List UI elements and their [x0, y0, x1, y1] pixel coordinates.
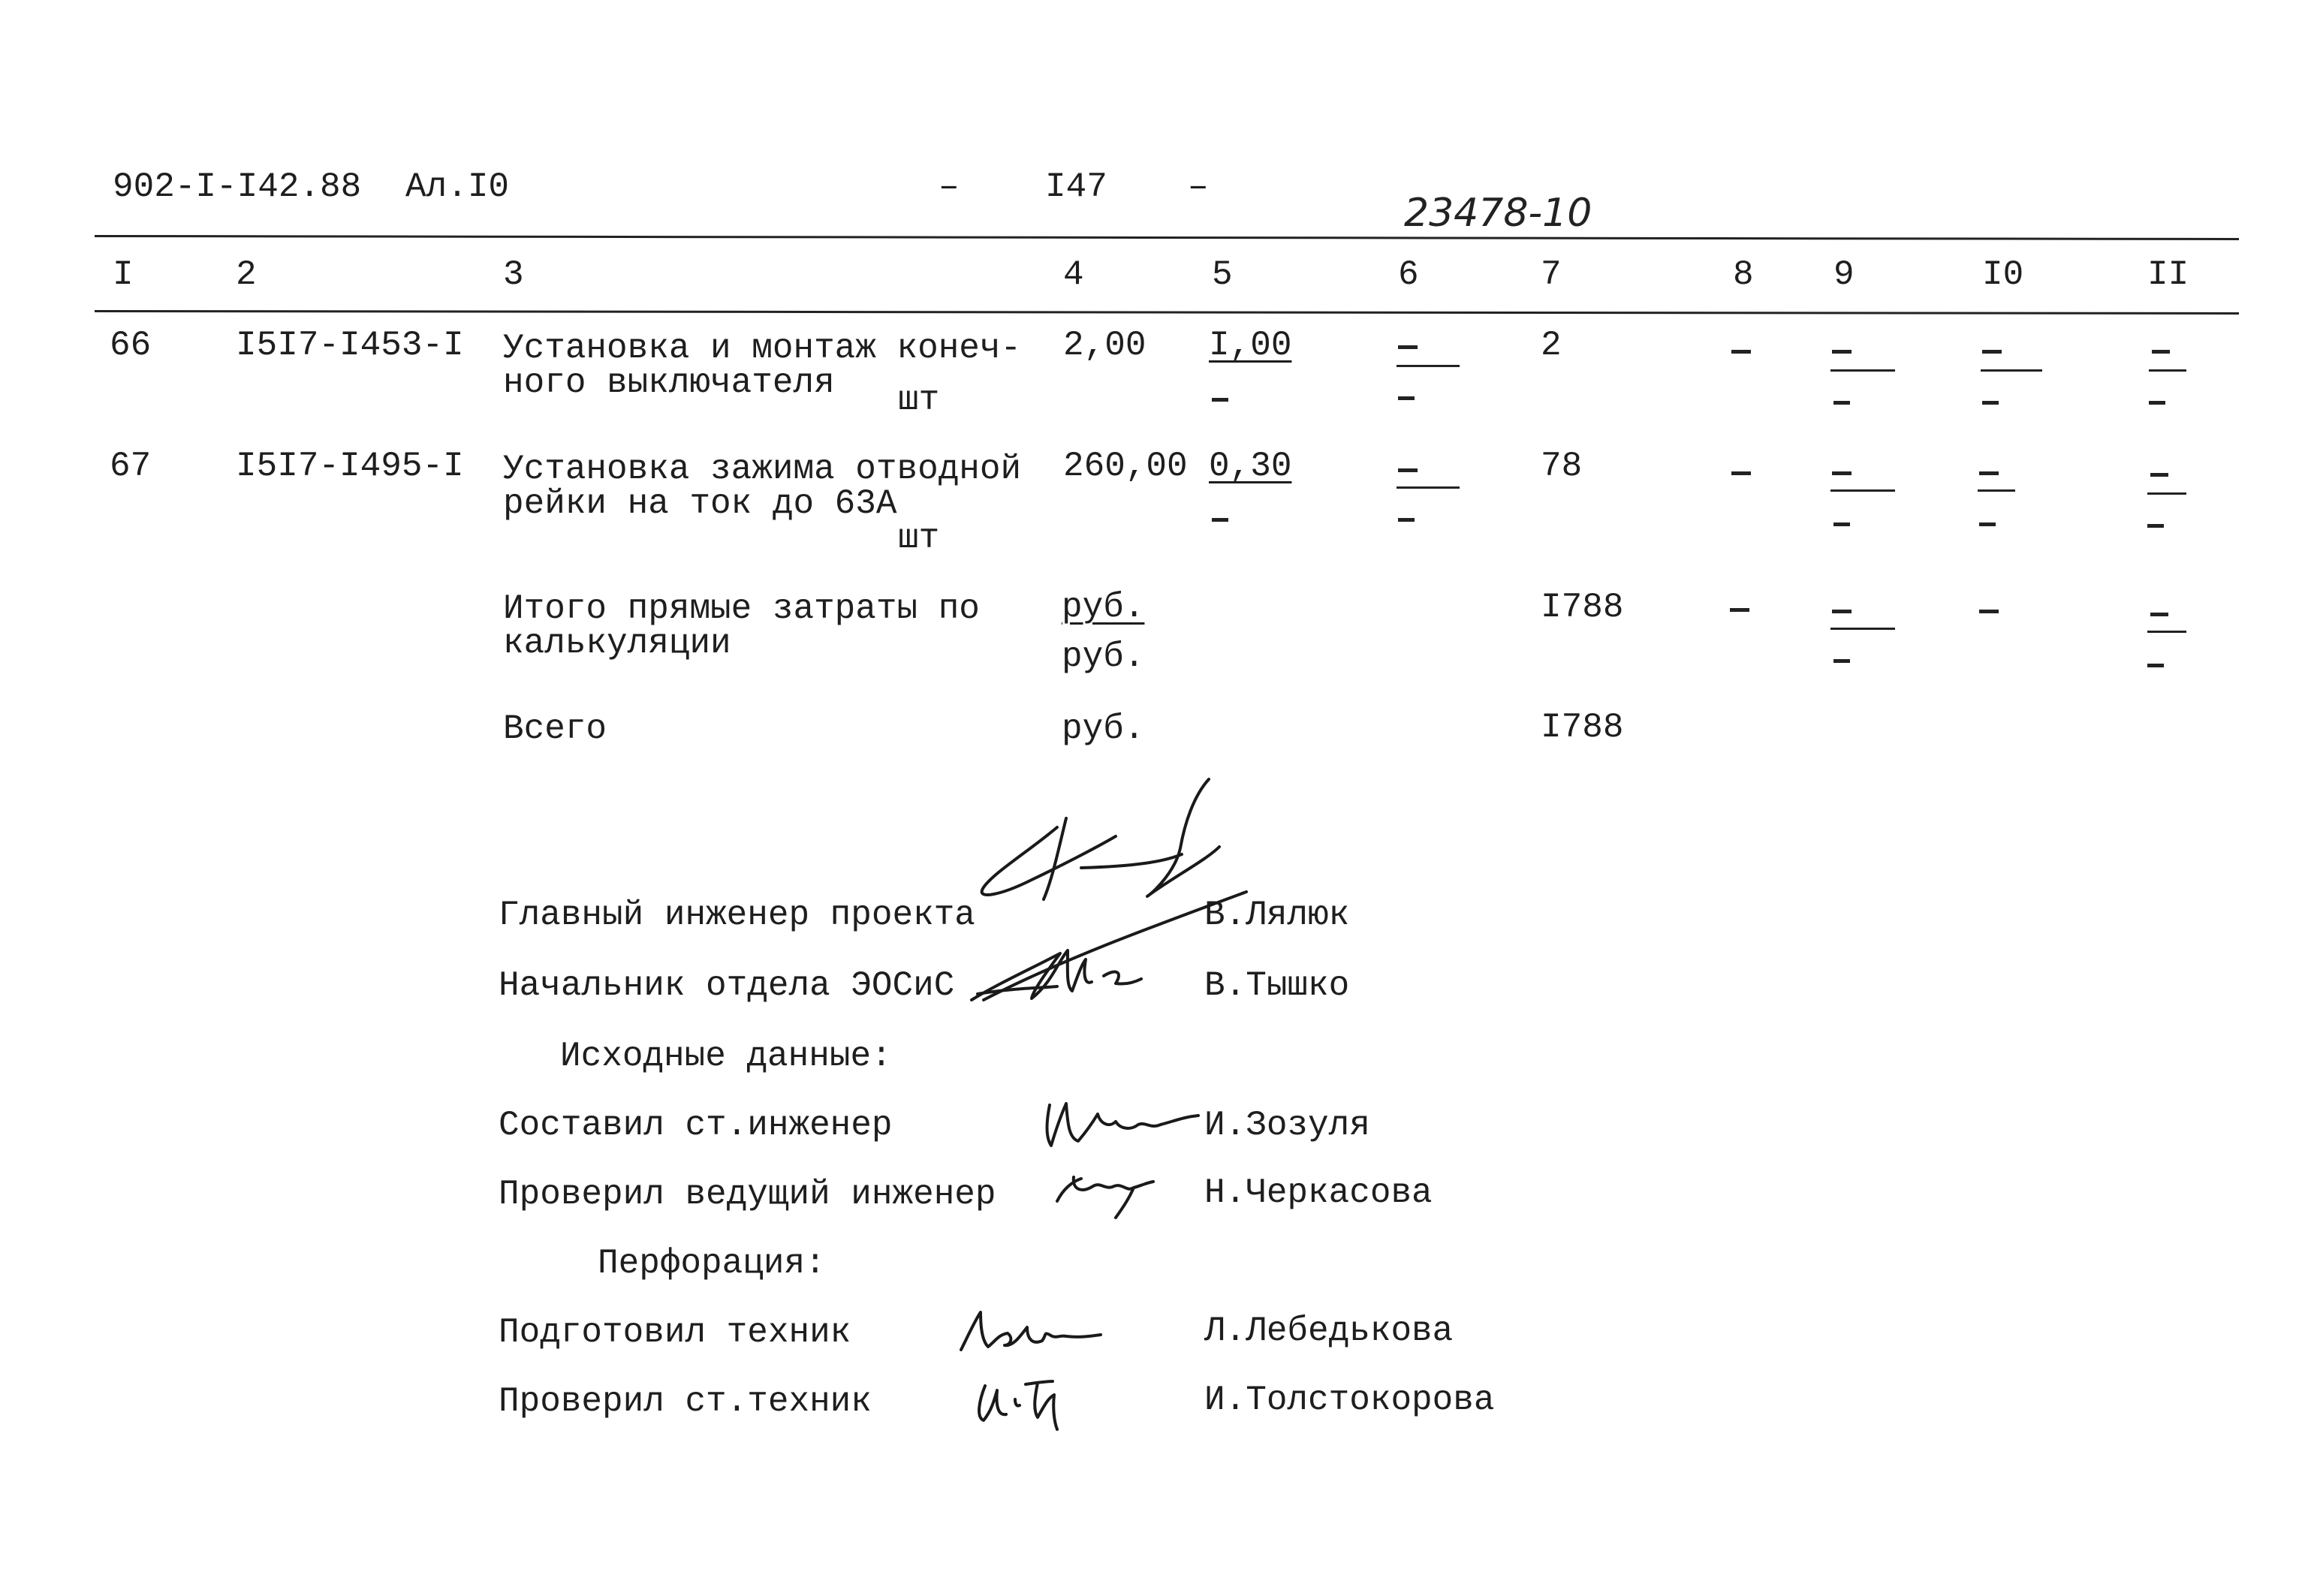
compiled-by-label: Составил ст.инженер: [499, 1106, 893, 1145]
empty-mark: [1398, 468, 1418, 472]
empty-mark: [1397, 486, 1460, 489]
col-header-7: 7: [1541, 255, 1562, 294]
empty-mark: [2149, 369, 2186, 372]
empty-mark: [2150, 473, 2168, 477]
empty-mark: [1397, 365, 1460, 367]
row-quantity: 260,00: [1063, 447, 1188, 486]
sheet-label: Ал.I0: [405, 167, 510, 206]
col-header-1: I: [113, 255, 134, 294]
subtotal-label: калькуляции: [503, 624, 731, 663]
compiled-by-name: И.Зозуля: [1204, 1106, 1370, 1145]
empty-mark: [1830, 369, 1895, 372]
page-dash-right: –: [1188, 167, 1209, 206]
empty-mark: [1830, 628, 1895, 630]
empty-mark: [1979, 471, 1999, 475]
perforation-heading: Перфорация:: [598, 1244, 826, 1283]
document-code: 902-I-I42.88: [113, 167, 362, 206]
empty-mark: [2147, 492, 2186, 495]
checked-tech-name: И.Толстокорова: [1204, 1381, 1495, 1420]
row-description: Установка и монтаж конеч-: [503, 329, 1022, 368]
row-total: 2: [1541, 326, 1562, 365]
page-dash-left: –: [939, 167, 960, 206]
empty-mark: [1982, 401, 1999, 405]
col-header-4: 4: [1063, 255, 1084, 294]
empty-mark: [1832, 350, 1852, 354]
checked-lead-label: Проверил ведущий инженер: [499, 1175, 996, 1214]
row-description: Установка зажима отводной: [503, 450, 1022, 489]
col-header-8: 8: [1733, 255, 1754, 294]
row-quantity: 2,00: [1063, 326, 1146, 365]
checked-lead-name: Н.Черкасова: [1204, 1173, 1433, 1212]
empty-mark: [1833, 401, 1850, 405]
subtotal-total: I788: [1541, 588, 1624, 627]
dept-head-name: В.Тышко: [1204, 966, 1350, 1005]
row-rate: I,00: [1209, 326, 1292, 365]
empty-mark: [2147, 524, 2164, 528]
empty-mark: [1212, 398, 1228, 402]
empty-mark: [1978, 489, 2015, 492]
row-total: 78: [1541, 447, 1583, 486]
empty-mark: [1979, 610, 1999, 613]
subtotal-unit: руб.: [1062, 637, 1145, 676]
empty-mark: [2147, 631, 2186, 633]
table-header-rule: [95, 310, 2239, 315]
row-description: ного выключателя: [503, 363, 835, 402]
empty-mark: [2147, 664, 2164, 667]
col-header-5: 5: [1212, 255, 1233, 294]
chief-engineer-name: В.Лялюк: [1204, 896, 1350, 935]
subtotal-unit: руб.: [1062, 588, 1145, 627]
col-header-11: II: [2147, 255, 2189, 294]
grand-total-label: Всего: [503, 709, 607, 748]
checked-tech-label: Проверил ст.техник: [499, 1382, 872, 1421]
col-header-6: 6: [1398, 255, 1419, 294]
empty-mark: [1981, 369, 2042, 372]
empty-mark: [1398, 345, 1418, 349]
col-header-10: I0: [1982, 255, 2024, 294]
empty-mark: [1212, 518, 1228, 522]
chief-engineer-label: Главный инженер проекта: [499, 896, 975, 935]
dept-head-label: Начальник отдела ЭОСиС: [499, 966, 955, 1005]
col-header-9: 9: [1833, 255, 1855, 294]
col-header-2: 2: [236, 255, 257, 294]
empty-mark: [1398, 396, 1415, 400]
table-top-rule: [95, 235, 2239, 240]
empty-mark: [1398, 518, 1415, 522]
empty-mark: [2152, 350, 2170, 354]
page-number: I47: [1045, 167, 1107, 206]
row-code: I5I7-I495-I: [236, 447, 464, 486]
empty-mark: [1830, 489, 1895, 492]
row-description: рейки на ток до 63А: [503, 484, 897, 523]
row-number: 66: [110, 326, 152, 365]
empty-mark: [1832, 471, 1852, 475]
subtotal-label: Итого прямые затраты по: [503, 589, 980, 628]
empty-mark: [2149, 401, 2165, 405]
empty-mark: [1833, 659, 1850, 663]
row-number: 67: [110, 447, 152, 486]
checked-tech-signature: [969, 1374, 1081, 1434]
empty-mark: [1731, 471, 1751, 475]
row-rate: 0,30: [1209, 447, 1292, 486]
archive-number: 23478-10: [1404, 191, 1592, 236]
row-code: I5I7-I453-I: [236, 326, 464, 365]
empty-mark: [1833, 522, 1850, 526]
prepared-by-signature: [954, 1305, 1104, 1357]
col-header-3: 3: [503, 255, 524, 294]
empty-mark: [1832, 610, 1852, 613]
row-unit: шт: [898, 381, 940, 420]
empty-mark: [1731, 350, 1751, 354]
grand-total-unit: руб.: [1062, 709, 1145, 748]
empty-mark: [1979, 522, 1996, 526]
empty-mark: [2150, 613, 2168, 616]
source-data-heading: Исходные данные:: [560, 1037, 892, 1076]
checked-lead-signature: [1051, 1164, 1164, 1224]
empty-mark: [1730, 608, 1749, 612]
empty-mark: [1982, 350, 2002, 354]
prepared-by-name: Л.Лебедькова: [1204, 1311, 1454, 1351]
prepared-by-label: Подготовил техник: [499, 1313, 851, 1352]
grand-total-value: I788: [1541, 708, 1624, 747]
compiled-by-signature: [1041, 1095, 1206, 1155]
dept-head-signature: [969, 938, 1149, 1006]
row-unit: шт: [898, 519, 940, 558]
